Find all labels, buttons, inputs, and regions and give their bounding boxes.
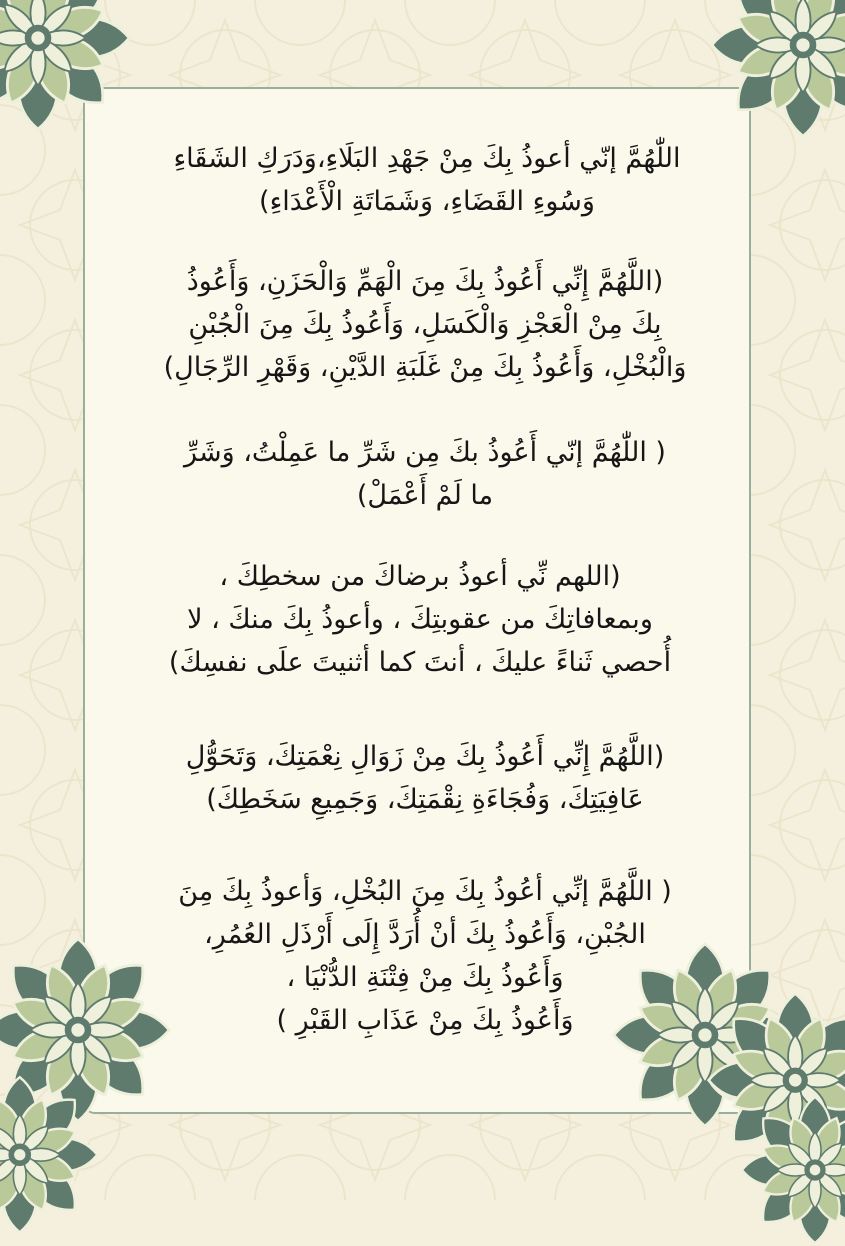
dua-text — [145, 431, 705, 517]
dua-item — [145, 735, 705, 821]
dua-text — [125, 260, 725, 389]
dua-line: الجُبْنِ، وَأَعُوذُ بِكَ أنْ أُرَدَّ إِلَى أَرْذَلِ العُمُرِ، — [204, 919, 646, 950]
dua-line: (اللَّهُمَّ إِنِّي أَعُوذُ بِكَ مِنَ الْهَمِّ وَالْحَزَنِ، وَأَعُوذُ — [186, 266, 664, 297]
dua-item — [125, 260, 725, 389]
dua-text — [130, 870, 720, 1042]
dua-text — [145, 735, 705, 821]
dua-item — [130, 870, 720, 1042]
dua-line: وَسُوءِ القَضَاءِ، وَشَمَاتَةِ الْأَعْدَاءِ) — [259, 186, 595, 217]
dua-item — [145, 431, 705, 517]
dua-line: وَأَعُوذُ بِكَ مِنْ عَذَابِ القَبْرِ ) — [276, 1005, 574, 1036]
dua-line: وبمعافاتِكَ من عقوبتِكَ ، وأعوذُ بِكَ منكَ ، لا — [187, 604, 653, 635]
dua-line: وَالْبُخْلِ، وَأَعُوذُ بِكَ مِنْ غَلَبَةِ الدَّيْنِ، وَقَهْرِ الرِّجَالِ) — [163, 352, 687, 383]
dua-item — [125, 555, 715, 684]
dua-line: ( اللَّهُمَّ إنِّي أعُوذُ بِكَ مِنَ البُخْلِ، وَأعوذُ بِكَ مِنَ — [178, 876, 672, 907]
dua-line: اللّٰهُمَّ إنّي أعوذُ بِكَ مِنْ جَهْدِ البَلَاءِ،وَدَرَكِ الشَقَاءِ — [173, 143, 681, 174]
dua-line: وَأَعُوذُ بِكَ مِنْ فِتْنَةِ الدُّنْيَا ، — [286, 962, 564, 993]
dua-line: (اللَّهُمَّ إِنِّي أَعُوذُ بِكَ مِنْ زَوَالِ نِعْمَتِكَ، وَتَحَوُّلِ — [185, 741, 665, 772]
dua-line: عَافِيَتِكَ، وَفُجَاءَةِ نِقْمَتِكَ، وَجَمِيعِ سَخَطِكَ) — [206, 784, 644, 815]
dua-line: (اللهم نِّي أعوذُ برضاكَ من سخطِكَ ، — [219, 561, 621, 592]
dua-text — [125, 555, 715, 684]
dua-line: ما لَمْ أَعْمَلْ) — [356, 480, 494, 511]
dua-item — [147, 137, 707, 223]
dua-line: بِكَ مِنْ الْعَجْزِ وَالْكَسَلِ، وَأَعُوذُ بِكَ مِنَ الْجُبْنِ — [188, 309, 662, 340]
dua-text — [147, 137, 707, 223]
dua-line: ( اللّٰهُمَّ إنّي أَعُوذُ بكَ مِن شَرِّ ما عَمِلْتُ، وَشَرِّ — [184, 437, 666, 468]
dua-line: أُحصي ثَناءً عليكَ ، أنتَ كما أثنيتَ علَى نفسِكَ) — [168, 647, 672, 678]
